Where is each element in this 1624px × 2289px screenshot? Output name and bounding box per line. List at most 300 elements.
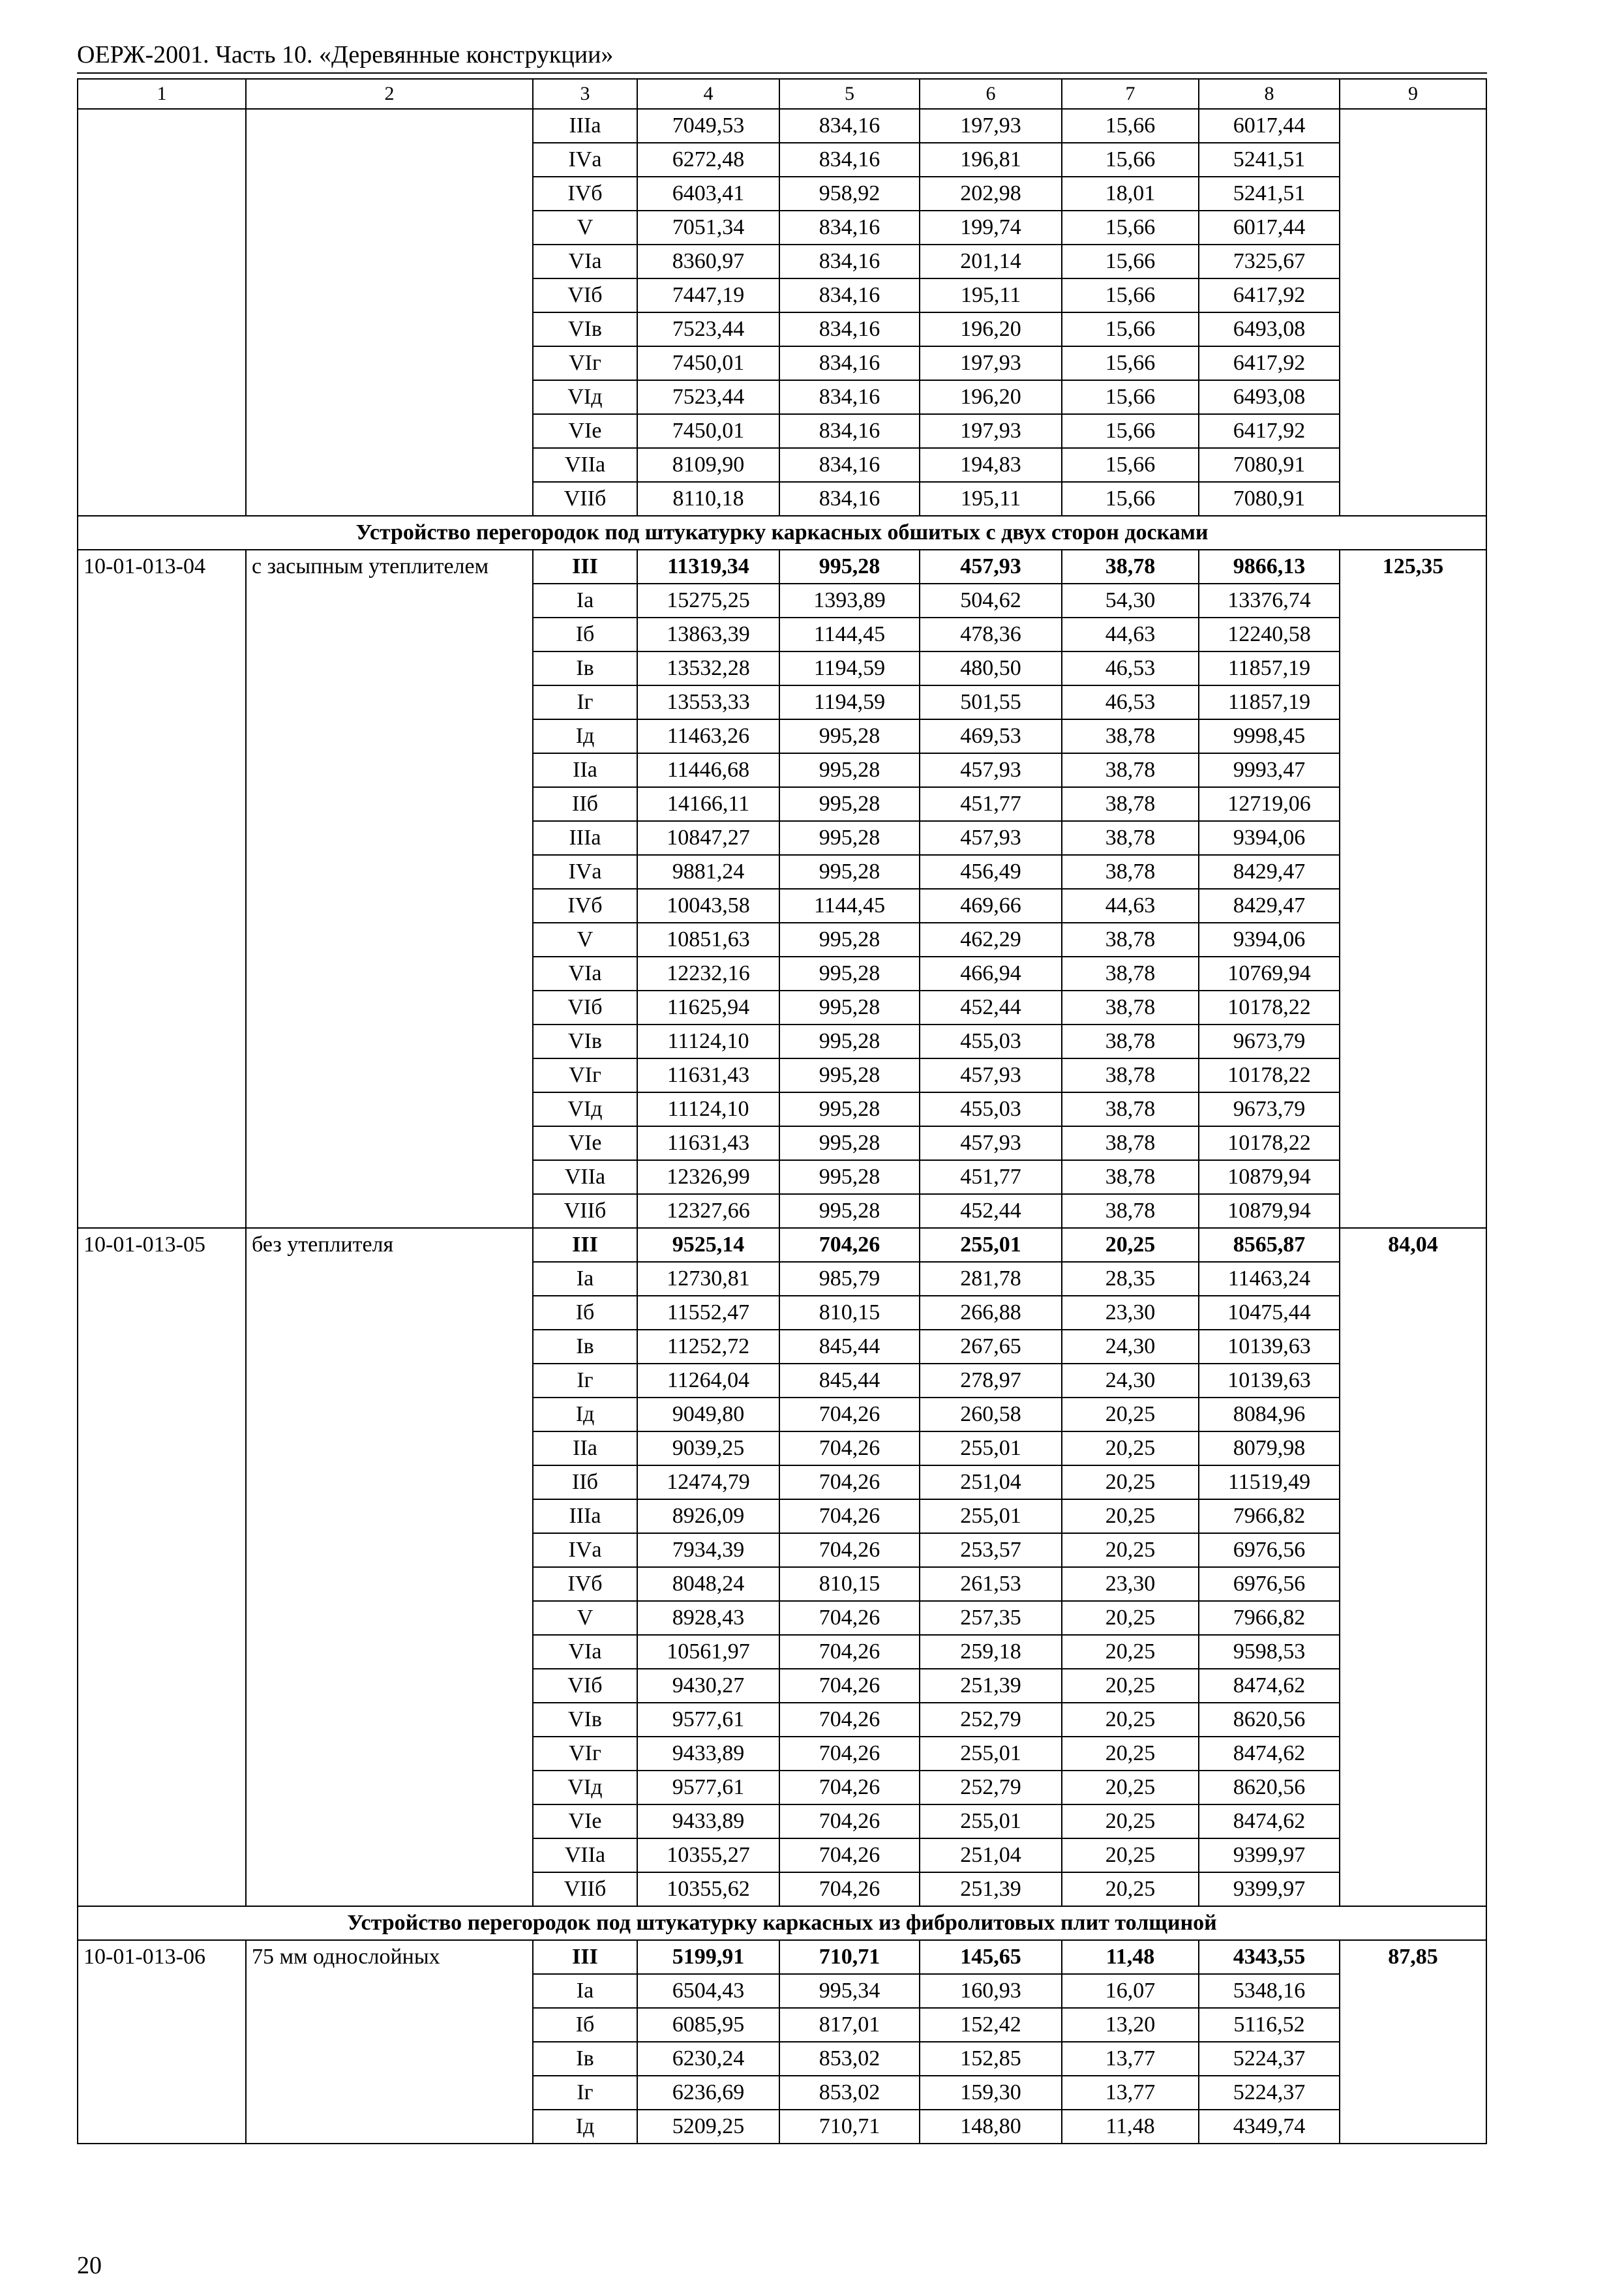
value-cell: 15275,25 — [637, 584, 779, 618]
value-cell: 9433,89 — [637, 1737, 779, 1771]
value-cell: 466,94 — [920, 957, 1062, 991]
value-cell: 995,28 — [779, 821, 920, 855]
value-cell: 15,66 — [1062, 380, 1199, 414]
value-cell: 1144,45 — [779, 889, 920, 923]
value-cell: 13,77 — [1062, 2042, 1199, 2076]
value-cell: 195,11 — [920, 482, 1062, 516]
value-cell: 12719,06 — [1199, 787, 1340, 821]
value-cell: 10139,63 — [1199, 1330, 1340, 1364]
value-cell: 704,26 — [779, 1703, 920, 1737]
value-cell: 202,98 — [920, 177, 1062, 211]
value-cell: 7080,91 — [1199, 482, 1340, 516]
value-cell: 10879,94 — [1199, 1194, 1340, 1228]
value-cell: 9577,61 — [637, 1703, 779, 1737]
value-cell: 11463,26 — [637, 719, 779, 753]
value-cell: 152,85 — [920, 2042, 1062, 2076]
value-cell: 457,93 — [920, 821, 1062, 855]
value-cell: 15,66 — [1062, 482, 1199, 516]
value-cell: 853,02 — [779, 2076, 920, 2110]
value-cell: 11857,19 — [1199, 685, 1340, 719]
value-cell: 7450,01 — [637, 346, 779, 380]
value-cell: 38,78 — [1062, 923, 1199, 957]
region-cell: VIа — [533, 1635, 637, 1669]
region-cell: IVа — [533, 1533, 637, 1567]
value-cell: 196,20 — [920, 380, 1062, 414]
region-cell: Iа — [533, 1262, 637, 1296]
value-cell: 10769,94 — [1199, 957, 1340, 991]
value-cell: 7523,44 — [637, 380, 779, 414]
value-cell: 6417,92 — [1199, 346, 1340, 380]
value-cell: 255,01 — [920, 1804, 1062, 1838]
value-cell: 15,66 — [1062, 448, 1199, 482]
value-cell: 196,81 — [920, 143, 1062, 177]
value-cell: 10355,27 — [637, 1838, 779, 1872]
region-cell: VIв — [533, 312, 637, 346]
region-cell: VIг — [533, 346, 637, 380]
value-cell: 8565,87 — [1199, 1228, 1340, 1262]
region-cell: IIб — [533, 1465, 637, 1499]
value-cell: 11519,49 — [1199, 1465, 1340, 1499]
value-cell: 7325,67 — [1199, 245, 1340, 278]
page-header: ОЕРЖ-2001. Часть 10. «Деревянные конструкции» — [77, 41, 614, 68]
value-cell: 9881,24 — [637, 855, 779, 889]
region-cell: IIIа — [533, 1499, 637, 1533]
value-cell: 834,16 — [779, 414, 920, 448]
labor-cost-cell: 84,04 — [1340, 1228, 1486, 1906]
value-cell: 252,79 — [920, 1703, 1062, 1737]
value-cell: 20,25 — [1062, 1838, 1199, 1872]
value-cell: 6493,08 — [1199, 380, 1340, 414]
column-number-cell: 2 — [246, 79, 533, 109]
value-cell: 252,79 — [920, 1771, 1062, 1804]
value-cell: 14166,11 — [637, 787, 779, 821]
value-cell: 456,49 — [920, 855, 1062, 889]
region-cell: VIг — [533, 1058, 637, 1092]
region-cell: VIIб — [533, 1872, 637, 1906]
value-cell: 15,66 — [1062, 143, 1199, 177]
region-cell: Iг — [533, 2076, 637, 2110]
value-cell: 44,63 — [1062, 618, 1199, 651]
value-cell: 704,26 — [779, 1737, 920, 1771]
value-cell: 7966,82 — [1199, 1499, 1340, 1533]
value-cell: 4343,55 — [1199, 1940, 1340, 1974]
region-cell: Iа — [533, 1974, 637, 2008]
value-cell: 10178,22 — [1199, 991, 1340, 1025]
value-cell: 38,78 — [1062, 719, 1199, 753]
value-cell: 7051,34 — [637, 211, 779, 245]
labor-cost-cell: 125,35 — [1340, 550, 1486, 1228]
value-cell: 11552,47 — [637, 1296, 779, 1330]
value-cell: 834,16 — [779, 312, 920, 346]
value-cell: 995,28 — [779, 991, 920, 1025]
value-cell: 11,48 — [1062, 1940, 1199, 1974]
region-cell: VIб — [533, 1669, 637, 1703]
value-cell: 278,97 — [920, 1364, 1062, 1398]
region-cell: Iд — [533, 719, 637, 753]
region-cell: Iв — [533, 651, 637, 685]
region-cell: IIа — [533, 1431, 637, 1465]
value-cell: 11857,19 — [1199, 651, 1340, 685]
value-cell: 7447,19 — [637, 278, 779, 312]
region-cell: IIб — [533, 787, 637, 821]
value-cell: 7523,44 — [637, 312, 779, 346]
value-cell: 834,16 — [779, 278, 920, 312]
value-cell: 11319,34 — [637, 550, 779, 584]
value-cell: 54,30 — [1062, 584, 1199, 618]
value-cell: 6417,92 — [1199, 278, 1340, 312]
value-cell: 9673,79 — [1199, 1025, 1340, 1058]
page-number: 20 — [77, 2252, 102, 2279]
value-cell: 9598,53 — [1199, 1635, 1340, 1669]
value-cell: 6230,24 — [637, 2042, 779, 2076]
value-cell: 7450,01 — [637, 414, 779, 448]
region-cell: VIIа — [533, 1160, 637, 1194]
value-cell: 8928,43 — [637, 1601, 779, 1635]
value-cell: 853,02 — [779, 2042, 920, 2076]
value-cell: 6236,69 — [637, 2076, 779, 2110]
value-cell: 15,66 — [1062, 278, 1199, 312]
value-cell: 8429,47 — [1199, 889, 1340, 923]
value-cell: 9430,27 — [637, 1669, 779, 1703]
value-cell: 261,53 — [920, 1567, 1062, 1601]
value-cell: 704,26 — [779, 1431, 920, 1465]
value-cell: 251,04 — [920, 1838, 1062, 1872]
column-number-cell: 7 — [1062, 79, 1199, 109]
value-cell: 11631,43 — [637, 1126, 779, 1160]
value-cell: 6976,56 — [1199, 1567, 1340, 1601]
value-cell: 11124,10 — [637, 1092, 779, 1126]
value-cell: 10355,62 — [637, 1872, 779, 1906]
value-cell: 148,80 — [920, 2110, 1062, 2144]
value-cell: 159,30 — [920, 2076, 1062, 2110]
column-number-cell: 6 — [920, 79, 1062, 109]
value-cell: 253,57 — [920, 1533, 1062, 1567]
value-cell: 20,25 — [1062, 1465, 1199, 1499]
region-cell: Iд — [533, 2110, 637, 2144]
value-cell: 13376,74 — [1199, 584, 1340, 618]
norm-code-cell — [78, 109, 246, 516]
value-cell: 704,26 — [779, 1601, 920, 1635]
value-cell: 8926,09 — [637, 1499, 779, 1533]
value-cell: 12326,99 — [637, 1160, 779, 1194]
column-number-cell: 5 — [779, 79, 920, 109]
value-cell: 38,78 — [1062, 1025, 1199, 1058]
value-cell: 995,28 — [779, 753, 920, 787]
value-cell: 6493,08 — [1199, 312, 1340, 346]
value-cell: 5241,51 — [1199, 143, 1340, 177]
value-cell: 12474,79 — [637, 1465, 779, 1499]
value-cell: 6017,44 — [1199, 109, 1340, 143]
table-row — [78, 1228, 1486, 1262]
value-cell: 16,07 — [1062, 1974, 1199, 2008]
value-cell: 251,04 — [920, 1465, 1062, 1499]
value-cell: 38,78 — [1062, 1092, 1199, 1126]
value-cell: 201,14 — [920, 245, 1062, 278]
value-cell: 15,66 — [1062, 211, 1199, 245]
value-cell: 452,44 — [920, 991, 1062, 1025]
region-cell: III — [533, 1940, 637, 1974]
value-cell: 11625,94 — [637, 991, 779, 1025]
section-title-row — [78, 1906, 1486, 1940]
value-cell: 6403,41 — [637, 177, 779, 211]
region-cell: VIIа — [533, 1838, 637, 1872]
region-cell: VIв — [533, 1703, 637, 1737]
value-cell: 501,55 — [920, 685, 1062, 719]
region-cell: Iв — [533, 2042, 637, 2076]
value-cell: 704,26 — [779, 1669, 920, 1703]
region-cell: VIб — [533, 278, 637, 312]
value-cell: 44,63 — [1062, 889, 1199, 923]
value-cell: 455,03 — [920, 1025, 1062, 1058]
region-cell: VIб — [533, 991, 637, 1025]
value-cell: 12730,81 — [637, 1262, 779, 1296]
value-cell: 4349,74 — [1199, 2110, 1340, 2144]
value-cell: 704,26 — [779, 1635, 920, 1669]
value-cell: 260,58 — [920, 1398, 1062, 1431]
value-cell: 9866,13 — [1199, 550, 1340, 584]
value-cell: 38,78 — [1062, 1058, 1199, 1092]
value-cell: 8360,97 — [637, 245, 779, 278]
value-cell: 6417,92 — [1199, 414, 1340, 448]
region-cell: VIд — [533, 380, 637, 414]
value-cell: 462,29 — [920, 923, 1062, 957]
value-cell: 834,16 — [779, 109, 920, 143]
value-cell: 12327,66 — [637, 1194, 779, 1228]
value-cell: 995,28 — [779, 550, 920, 584]
norm-code-cell: 10-01-013-06 — [78, 1940, 246, 2144]
value-cell: 7934,39 — [637, 1533, 779, 1567]
region-cell: VIг — [533, 1737, 637, 1771]
value-cell: 1144,45 — [779, 618, 920, 651]
region-cell: IVб — [533, 889, 637, 923]
region-cell: Iб — [533, 1296, 637, 1330]
value-cell: 9039,25 — [637, 1431, 779, 1465]
value-cell: 457,93 — [920, 550, 1062, 584]
value-cell: 15,66 — [1062, 346, 1199, 380]
value-cell: 10561,97 — [637, 1635, 779, 1669]
value-cell: 20,25 — [1062, 1771, 1199, 1804]
value-cell: 834,16 — [779, 380, 920, 414]
region-cell: VIв — [533, 1025, 637, 1058]
value-cell: 38,78 — [1062, 855, 1199, 889]
norm-code-cell: 10-01-013-05 — [78, 1228, 246, 1906]
value-cell: 7049,53 — [637, 109, 779, 143]
value-cell: 20,25 — [1062, 1635, 1199, 1669]
section-title: Устройство перегородок под штукатурку каркасных обшитых с двух сторон досками — [78, 516, 1486, 550]
value-cell: 504,62 — [920, 584, 1062, 618]
value-cell: 704,26 — [779, 1398, 920, 1431]
value-cell: 9998,45 — [1199, 719, 1340, 753]
value-cell: 8079,98 — [1199, 1431, 1340, 1465]
value-cell: 9433,89 — [637, 1804, 779, 1838]
value-cell: 995,28 — [779, 1058, 920, 1092]
value-cell: 11264,04 — [637, 1364, 779, 1398]
value-cell: 23,30 — [1062, 1296, 1199, 1330]
value-cell: 8620,56 — [1199, 1771, 1340, 1804]
value-cell: 469,53 — [920, 719, 1062, 753]
region-cell: Iб — [533, 618, 637, 651]
value-cell: 9525,14 — [637, 1228, 779, 1262]
value-cell: 455,03 — [920, 1092, 1062, 1126]
value-cell: 457,93 — [920, 753, 1062, 787]
value-cell: 24,30 — [1062, 1330, 1199, 1364]
value-cell: 995,28 — [779, 787, 920, 821]
value-cell: 1194,59 — [779, 651, 920, 685]
value-cell: 11124,10 — [637, 1025, 779, 1058]
value-cell: 13532,28 — [637, 651, 779, 685]
value-cell: 5209,25 — [637, 2110, 779, 2144]
value-cell: 13553,33 — [637, 685, 779, 719]
region-cell: VIе — [533, 1126, 637, 1160]
value-cell: 267,65 — [920, 1330, 1062, 1364]
value-cell: 46,53 — [1062, 685, 1199, 719]
column-number-cell: 8 — [1199, 79, 1340, 109]
value-cell: 38,78 — [1062, 1160, 1199, 1194]
value-cell: 9577,61 — [637, 1771, 779, 1804]
value-cell: 255,01 — [920, 1499, 1062, 1533]
value-cell: 995,28 — [779, 957, 920, 991]
value-cell: 255,01 — [920, 1431, 1062, 1465]
region-cell: Iд — [533, 1398, 637, 1431]
value-cell: 704,26 — [779, 1872, 920, 1906]
value-cell: 834,16 — [779, 482, 920, 516]
value-cell: 995,28 — [779, 1126, 920, 1160]
value-cell: 38,78 — [1062, 991, 1199, 1025]
value-cell: 8084,96 — [1199, 1398, 1340, 1431]
value-cell: 6976,56 — [1199, 1533, 1340, 1567]
value-cell: 9673,79 — [1199, 1092, 1340, 1126]
value-cell: 704,26 — [779, 1499, 920, 1533]
value-cell: 11446,68 — [637, 753, 779, 787]
value-cell: 995,28 — [779, 1194, 920, 1228]
region-cell: VIIб — [533, 1194, 637, 1228]
value-cell: 995,28 — [779, 1160, 920, 1194]
norm-name-cell — [246, 109, 533, 516]
value-cell: 704,26 — [779, 1533, 920, 1567]
region-cell: VIIб — [533, 482, 637, 516]
value-cell: 15,66 — [1062, 109, 1199, 143]
value-cell: 10178,22 — [1199, 1126, 1340, 1160]
norms-table — [77, 78, 1487, 2144]
value-cell: 15,66 — [1062, 245, 1199, 278]
value-cell: 8110,18 — [637, 482, 779, 516]
region-cell: Iв — [533, 1330, 637, 1364]
value-cell: 845,44 — [779, 1364, 920, 1398]
value-cell: 38,78 — [1062, 787, 1199, 821]
value-cell: 15,66 — [1062, 414, 1199, 448]
value-cell: 197,93 — [920, 414, 1062, 448]
value-cell: 478,36 — [920, 618, 1062, 651]
value-cell: 995,28 — [779, 855, 920, 889]
value-cell: 5224,37 — [1199, 2076, 1340, 2110]
table-row — [78, 1940, 1486, 1974]
value-cell: 24,30 — [1062, 1364, 1199, 1398]
column-number-cell: 9 — [1340, 79, 1486, 109]
value-cell: 18,01 — [1062, 177, 1199, 211]
value-cell: 6085,95 — [637, 2008, 779, 2042]
value-cell: 7080,91 — [1199, 448, 1340, 482]
region-cell: III — [533, 1228, 637, 1262]
labor-cost-cell — [1340, 109, 1486, 516]
region-cell: IIа — [533, 753, 637, 787]
value-cell: 834,16 — [779, 245, 920, 278]
value-cell: 12240,58 — [1199, 618, 1340, 651]
value-cell: 958,92 — [779, 177, 920, 211]
value-cell: 9399,97 — [1199, 1872, 1340, 1906]
value-cell: 20,25 — [1062, 1499, 1199, 1533]
region-cell: V — [533, 211, 637, 245]
value-cell: 9049,80 — [637, 1398, 779, 1431]
value-cell: 451,77 — [920, 787, 1062, 821]
value-cell: 20,25 — [1062, 1601, 1199, 1635]
value-cell: 1194,59 — [779, 685, 920, 719]
value-cell: 38,78 — [1062, 1126, 1199, 1160]
value-cell: 12232,16 — [637, 957, 779, 991]
value-cell: 195,11 — [920, 278, 1062, 312]
region-cell: VIе — [533, 414, 637, 448]
region-cell: VIа — [533, 245, 637, 278]
value-cell: 281,78 — [920, 1262, 1062, 1296]
region-cell: Iб — [533, 2008, 637, 2042]
value-cell: 457,93 — [920, 1058, 1062, 1092]
value-cell: 197,93 — [920, 109, 1062, 143]
value-cell: 38,78 — [1062, 821, 1199, 855]
value-cell: 9394,06 — [1199, 821, 1340, 855]
value-cell: 710,71 — [779, 1940, 920, 1974]
value-cell: 1393,89 — [779, 584, 920, 618]
value-cell: 23,30 — [1062, 1567, 1199, 1601]
norm-name-cell: 75 мм однослойных — [246, 1940, 533, 2144]
value-cell: 10043,58 — [637, 889, 779, 923]
value-cell: 11463,24 — [1199, 1262, 1340, 1296]
value-cell: 704,26 — [779, 1465, 920, 1499]
value-cell: 10851,63 — [637, 923, 779, 957]
value-cell: 8474,62 — [1199, 1669, 1340, 1703]
value-cell: 20,25 — [1062, 1804, 1199, 1838]
value-cell: 251,39 — [920, 1669, 1062, 1703]
value-cell: 15,66 — [1062, 312, 1199, 346]
value-cell: 995,28 — [779, 1025, 920, 1058]
value-cell: 10139,63 — [1199, 1364, 1340, 1398]
value-cell: 985,79 — [779, 1262, 920, 1296]
value-cell: 196,20 — [920, 312, 1062, 346]
value-cell: 8048,24 — [637, 1567, 779, 1601]
value-cell: 46,53 — [1062, 651, 1199, 685]
value-cell: 259,18 — [920, 1635, 1062, 1669]
value-cell: 255,01 — [920, 1737, 1062, 1771]
region-cell: IVб — [533, 177, 637, 211]
value-cell: 13,20 — [1062, 2008, 1199, 2042]
value-cell: 704,26 — [779, 1804, 920, 1838]
value-cell: 266,88 — [920, 1296, 1062, 1330]
value-cell: 13863,39 — [637, 618, 779, 651]
value-cell: 20,25 — [1062, 1872, 1199, 1906]
value-cell: 194,83 — [920, 448, 1062, 482]
labor-cost-cell: 87,85 — [1340, 1940, 1486, 2144]
value-cell: 704,26 — [779, 1228, 920, 1262]
value-cell: 995,34 — [779, 1974, 920, 2008]
value-cell: 20,25 — [1062, 1431, 1199, 1465]
value-cell: 145,65 — [920, 1940, 1062, 1974]
header-rule — [77, 72, 1487, 74]
value-cell: 11,48 — [1062, 2110, 1199, 2144]
value-cell: 995,28 — [779, 719, 920, 753]
norms-table-container — [77, 78, 1487, 2144]
region-cell: IVа — [533, 143, 637, 177]
value-cell: 152,42 — [920, 2008, 1062, 2042]
region-cell: V — [533, 923, 637, 957]
region-cell: III — [533, 550, 637, 584]
